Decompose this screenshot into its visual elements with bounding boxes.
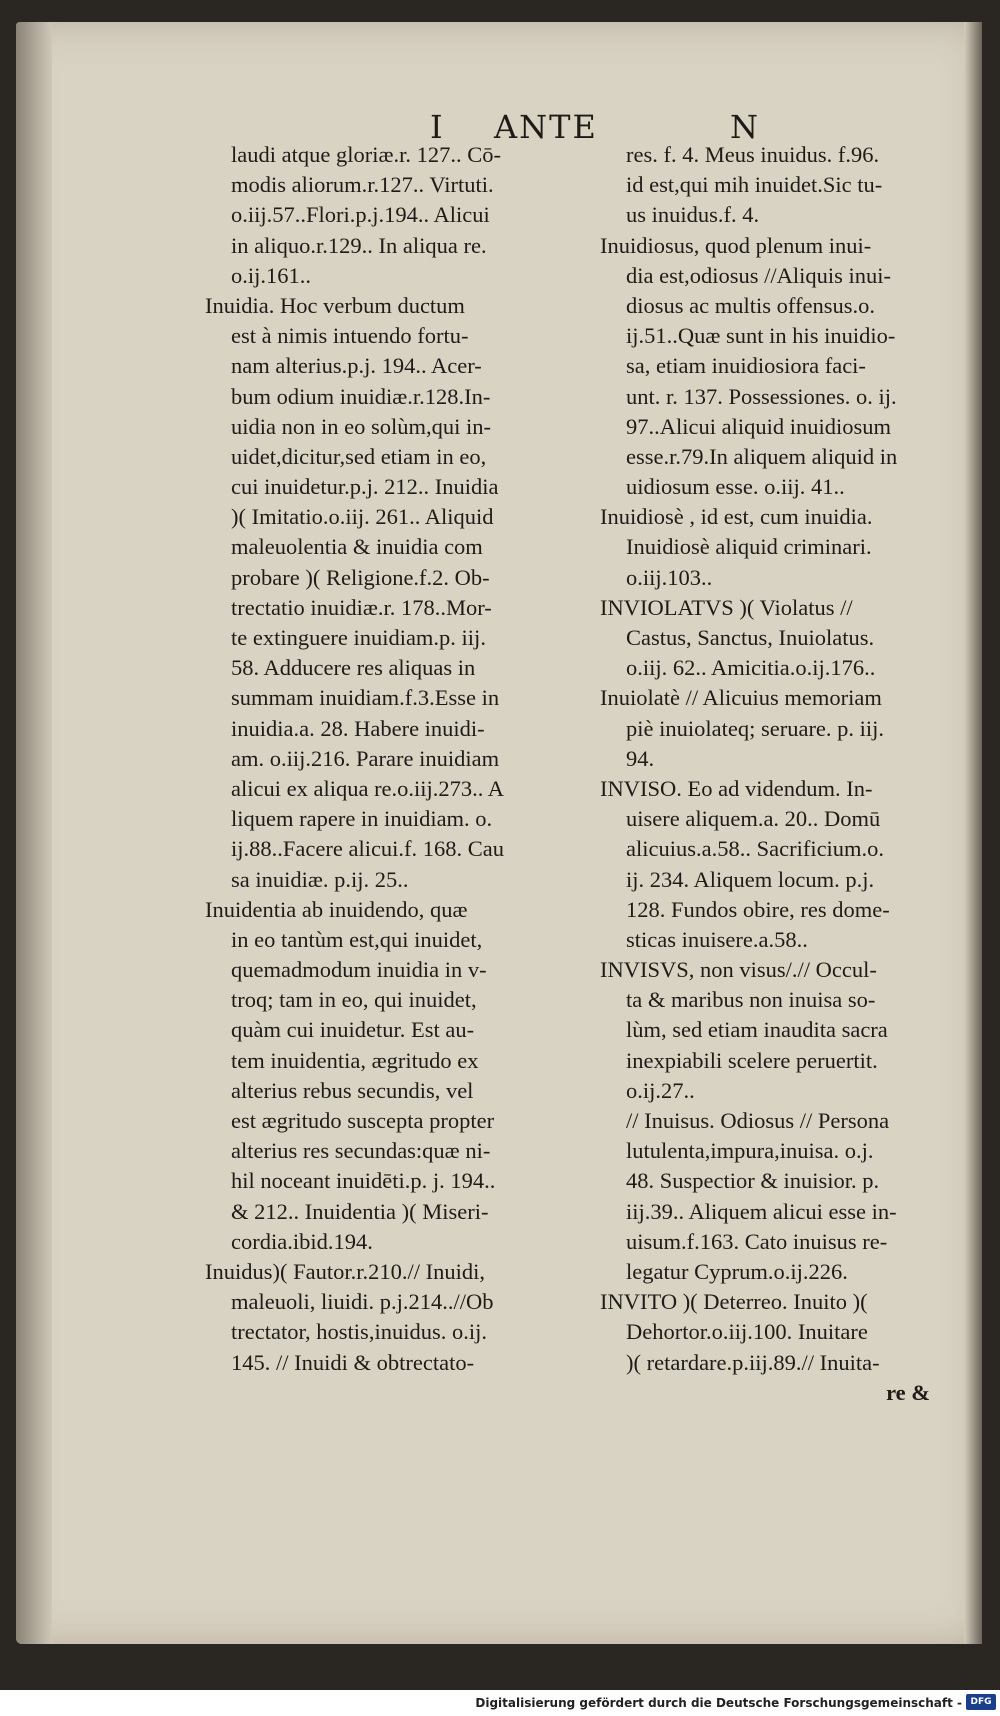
text-line: uisere aliquem.a. 20.. Domū [626,806,881,832]
text-line: Inuidentia ab inuidendo, quæ [205,896,468,922]
text-line: maleuolentia & inuidia com [231,534,483,560]
text-line: iij.39.. Aliquem alicui esse in- [626,1198,897,1224]
header-title: ANTE [494,108,598,146]
header-letter-right: N [730,108,760,146]
text-line: troq; tam in eo, qui inuidet, [231,987,477,1013]
text-line: ij. 234. Aliquem locum. p.j. [626,866,875,892]
text-line: o.iij.103.. [626,564,713,590]
text-line: hil noceant inuidēti.p. j. 194.. [231,1168,496,1194]
text-line: 58. Adducere res aliquas in [231,655,476,681]
digitization-footer [0,1690,1000,1716]
right-column [600,140,970,1408]
text-line: 145. // Inuidi & obtrectato- [231,1349,475,1375]
text-line: Dehortor.o.iij.100. Inuitare [626,1319,868,1345]
text-line: inuidia.a. 28. Habere inuidi- [231,715,485,741]
text-line: piè inuiolateq; seruare. p. iij. [626,715,885,741]
text-line: quemadmodum inuidia in v- [231,957,487,983]
dfg-logo: DFG [966,1694,996,1710]
text-line: Inuidia. Hoc verbum ductum [205,292,465,318]
left-column [205,140,595,1378]
text-line: maleuoli, liuidi. p.j.214..//Ob [231,1289,494,1315]
text-line: sticas inuisere.a.58.. [626,926,808,952]
text-line: probare )( Religione.f.2. Ob- [231,564,490,590]
text-line: INVITO )( Deterreo. Inuito )( [600,1289,868,1315]
text-line: sa inuidiæ. p.ij. 25.. [231,866,409,892]
text-line: am. o.iij.216. Parare inuidiam [231,745,500,771]
text-line: uidet,dicitur,sed etiam in eo, [231,443,487,469]
text-line: dia est,odiosus //Aliquis inui- [626,262,892,288]
text-line: o.iij.57..Flori.p.j.194.. Alicui [231,202,490,228]
text-line: ij.51..Quæ sunt in his inuidio- [626,323,896,349]
text-line: 48. Suspectior & inuisior. p. [626,1168,880,1194]
text-line: legatur Cyprum.o.ij.226. [626,1258,848,1284]
text-line: us inuidus.f. 4. [626,202,760,228]
text-line: ta & maribus non inuisa so- [626,987,876,1013]
text-line: Inuidiosè aliquid criminari. [626,534,872,560]
text-line: uidiosum esse. o.iij. 41.. [626,474,845,500]
text-line: modis aliorum.r.127.. Virtuti. [231,172,494,198]
text-line: Inuiolatè // Alicuius memoriam [600,685,882,711]
text-line: inexpiabili scelere peruertit. [626,1047,878,1073]
text-line: diosus ac multis offensus.o. [626,292,875,318]
text-line: alterius res secundas:quæ ni- [231,1138,491,1164]
text-line: tem inuidentia, ægritudo ex [231,1047,479,1073]
text-line: lùm, sed etiam inaudita sacra [626,1017,888,1043]
text-line: nam alterius.p.j. 194.. Acer- [231,353,482,379]
text-line: uidia non in eo solùm,qui in- [231,413,491,439]
text-line: )( retardare.p.iij.89.// Inuita- [626,1349,880,1375]
text-line: unt. r. 137. Possessiones. o. ij. [626,383,897,409]
text-line: & 212.. Inuidentia )( Miseri- [231,1198,489,1224]
text-line: Inuidiosè , id est, cum inuidia. [600,504,873,530]
text-line: liquem rapere in inuidiam. o. [231,806,493,832]
text-line: uisum.f.163. Cato inuisus re- [626,1228,888,1254]
text-line: re & [886,1379,930,1405]
text-line: // Inuisus. Odiosus // Persona [626,1108,890,1133]
text-line: o.iij. 62.. Amicitia.o.ij.176.. [626,655,876,681]
text-line: Inuidus)( Fautor.r.210.// Inuidi, [205,1258,485,1284]
text-line: bum odium inuidiæ.r.128.In- [231,383,491,409]
page-edge-left [16,22,52,1644]
text-line: INVISVS, non visus/.// Occul- [600,957,877,983]
text-line: esse.r.79.In aliquem aliquid in [626,443,898,469]
text-line: 97..Alicui aliquid inuidiosum [626,413,891,439]
text-line: )( Imitatio.o.iij. 261.. Aliquid [231,504,494,530]
text-line: 128. Fundos obire, res dome- [626,896,890,922]
text-line: sa, etiam inuidiosiora faci- [626,353,866,379]
text-line: trectator, hostis,inuidus. o.ij. [231,1319,487,1345]
text-line: cordia.ibid.194. [231,1228,373,1254]
text-line: INVISO. Eo ad videndum. In- [600,775,873,801]
text-line: alicuius.a.58.. Sacrificium.o. [626,836,885,862]
text-line: te extinguere inuidiam.p. iij. [231,625,486,650]
text-line: in aliquo.r.129.. In aliqua re. [231,232,487,258]
text-line: alicui ex aliqua re.o.iij.273.. A [231,775,505,801]
text-line: laudi atque gloriæ.r. 127.. Cō- [231,142,501,167]
footer-credit: Digitalisierung gefördert durch die Deutsche Forschungsgemeinschaft - [475,1696,962,1710]
text-line: 94. [626,745,655,771]
text-line: est à nimis intuendo fortu- [231,323,469,349]
text-line: quàm cui inuidetur. Est au- [231,1017,475,1043]
header-letter-left: I [430,108,445,146]
text-line: id est,qui mih inuidet.Sic tu- [626,172,883,198]
text-line: trectatio inuidiæ.r. 178..Mor- [231,594,492,620]
text-line: alterius rebus secundis, vel [231,1077,474,1103]
text-line: o.ij.161.. [231,262,312,288]
text-line: Inuidiosus, quod plenum inui- [600,232,872,258]
text-line: cui inuidetur.p.j. 212.. Inuidia [231,474,499,500]
text-line: res. f. 4. Meus inuidus. f.96. [626,142,880,167]
text-line: ij.88..Facere alicui.f. 168. Cau [231,836,505,862]
text-line: summam inuidiam.f.3.Esse in [231,685,500,711]
text-line: Castus, Sanctus, Inuiolatus. [626,625,875,650]
text-line: INVIOLATVS )( Violatus // [600,594,853,620]
text-line: est ægritudo suscepta propter [231,1108,495,1133]
text-line: o.ij.27.. [626,1077,695,1103]
text-line: lutulenta,impura,inuisa. o.j. [626,1138,874,1164]
text-line: in eo tantùm est,qui inuidet, [231,926,483,952]
